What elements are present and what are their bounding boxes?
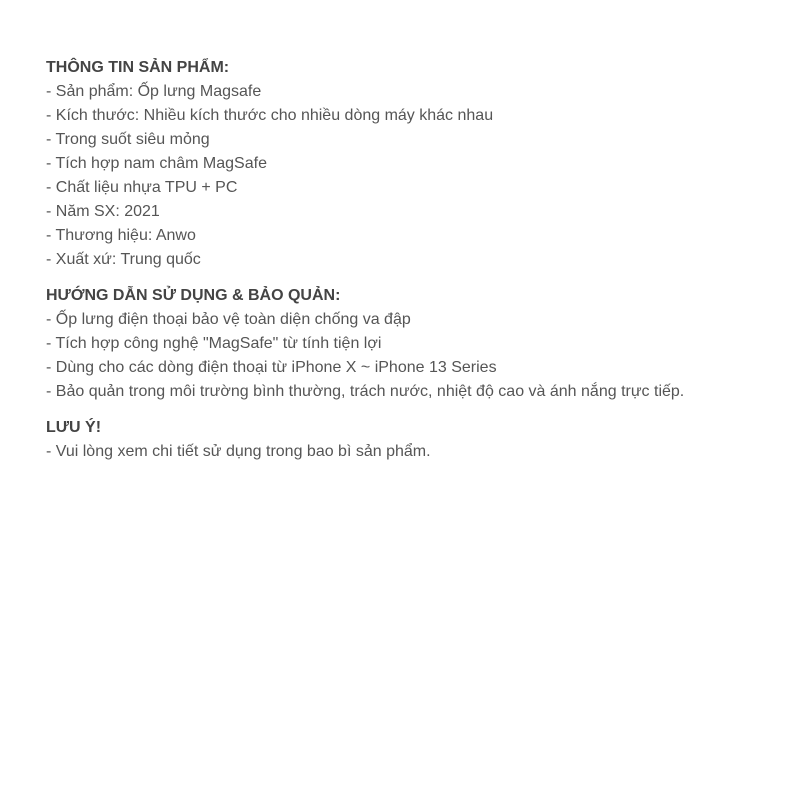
product-info-heading: THÔNG TIN SẢN PHẨM: bbox=[46, 59, 230, 76]
thin-transparent-line: - Trong suốt siêu mỏng bbox=[46, 131, 210, 148]
brand-line: - Thương hiệu: Anwo bbox=[46, 227, 196, 244]
protection-line: - Ốp lưng điện thoại bảo vệ toàn diện chống va đập bbox=[46, 311, 411, 328]
product-name-line: - Sản phẩm: Ốp lưng Magsafe bbox=[46, 83, 262, 100]
product-info-section bbox=[46, 56, 766, 272]
compatibility-line: - Dùng cho các dòng điện thoại từ iPhone X ~ iPhone 13 Series bbox=[46, 359, 497, 376]
material-line: - Chất liệu nhựa TPU + PC bbox=[46, 179, 238, 196]
usage-care-section bbox=[46, 284, 766, 404]
product-info-document bbox=[46, 56, 766, 464]
usage-care-heading: HƯỚNG DẪN SỬ DỤNG & BẢO QUẢN: bbox=[46, 287, 341, 304]
year-line: - Năm SX: 2021 bbox=[46, 203, 160, 220]
note-line: - Vui lòng xem chi tiết sử dụng trong bao bì sản phẩm. bbox=[46, 443, 431, 460]
note-section bbox=[46, 416, 766, 464]
note-heading: LƯU Ý! bbox=[46, 419, 102, 436]
magnet-line: - Tích hợp nam châm MagSafe bbox=[46, 155, 267, 172]
size-line: - Kích thước: Nhiều kích thước cho nhiều dòng máy khác nhau bbox=[46, 107, 494, 124]
magsafe-tech-line: - Tích hợp công nghệ "MagSafe" từ tính tiện lợi bbox=[46, 335, 382, 352]
origin-line: - Xuất xứ: Trung quốc bbox=[46, 251, 201, 268]
storage-line: - Bảo quản trong môi trường bình thường, trách nước, nhiệt độ cao và ánh nắng trực tiếp. bbox=[46, 383, 685, 400]
